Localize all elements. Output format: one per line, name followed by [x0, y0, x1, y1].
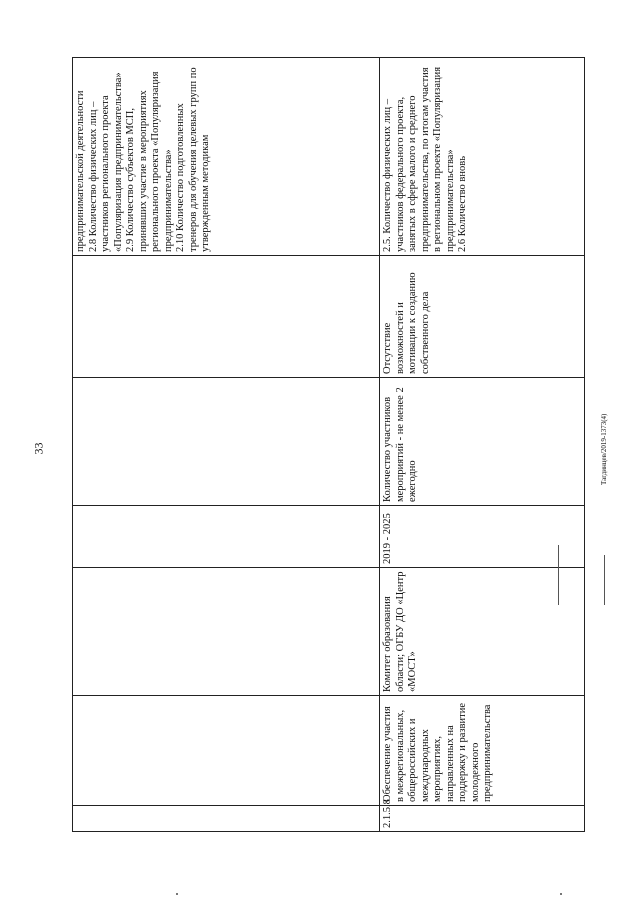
- cell-event: [380, 696, 585, 806]
- measures-table: [72, 57, 585, 832]
- cell-risk: [380, 256, 585, 378]
- cell-executor-empty: [73, 568, 380, 696]
- scan-artifact-line: [558, 545, 559, 605]
- page-number: 33: [31, 442, 46, 455]
- cell-executor: [380, 568, 585, 696]
- executor-text: Комитет образования области; ОГБУ ДО «Центр «МОСТ»: [382, 571, 418, 692]
- footer-code: Тагдинцев/2019-1373(4): [600, 413, 608, 485]
- scan-artifact-dot: [560, 893, 562, 895]
- risk-text: Отсутствие возможностей и мотивации к созданию собственного дела: [382, 272, 431, 374]
- scan-artifact-dot: [176, 893, 178, 895]
- table-row-previous: [73, 58, 380, 832]
- event-text: Обеспечение участия в межрегиональных, общероссийских и международных мероприятиях, направленных на поддержку и развитие молодежного предпринимательства: [382, 703, 493, 802]
- cell-period: [380, 506, 585, 568]
- cell-risk-empty: [73, 256, 380, 378]
- cell-result: [380, 378, 585, 506]
- cell-indicators: [380, 58, 585, 256]
- table-row-2-1-5-8: [380, 58, 585, 832]
- period-text: 2019 - 2025: [382, 513, 393, 564]
- cell-indicators-previous: [73, 58, 380, 256]
- rotated-table-wrapper: [72, 58, 582, 832]
- result-text: Количество участников мероприятий - не менее 2 ежегодно: [382, 387, 418, 502]
- cell-result-empty: [73, 378, 380, 506]
- row-number: 2.1.5.8: [382, 799, 393, 828]
- cell-event-empty: [73, 696, 380, 806]
- scan-artifact-line: [604, 555, 605, 605]
- cell-number-empty: [73, 806, 380, 832]
- indicators-text: 2.5. Количество физических лиц – участников федерального проекта, занятых в сфере малого и среднего предпринимательства, по итогам участия в региональном проекте «Популяризация предпринимательства» 2.6 Количество вновь: [382, 66, 468, 252]
- indicators-previous-text: предпринимательской деятельности 2.8 Количество физических лиц – участников регионального проекта «Популяризация предпринимательства» 2.9 Количество субъектов МСП, принявших участие в мероприятиях регионального проекта «Популяризация предпринимательства» 2.10 Количество подготовленных тренеров для обучения целевых групп по утвержденным методикам: [75, 67, 211, 252]
- cell-period-empty: [73, 506, 380, 568]
- cell-number: [380, 799, 585, 832]
